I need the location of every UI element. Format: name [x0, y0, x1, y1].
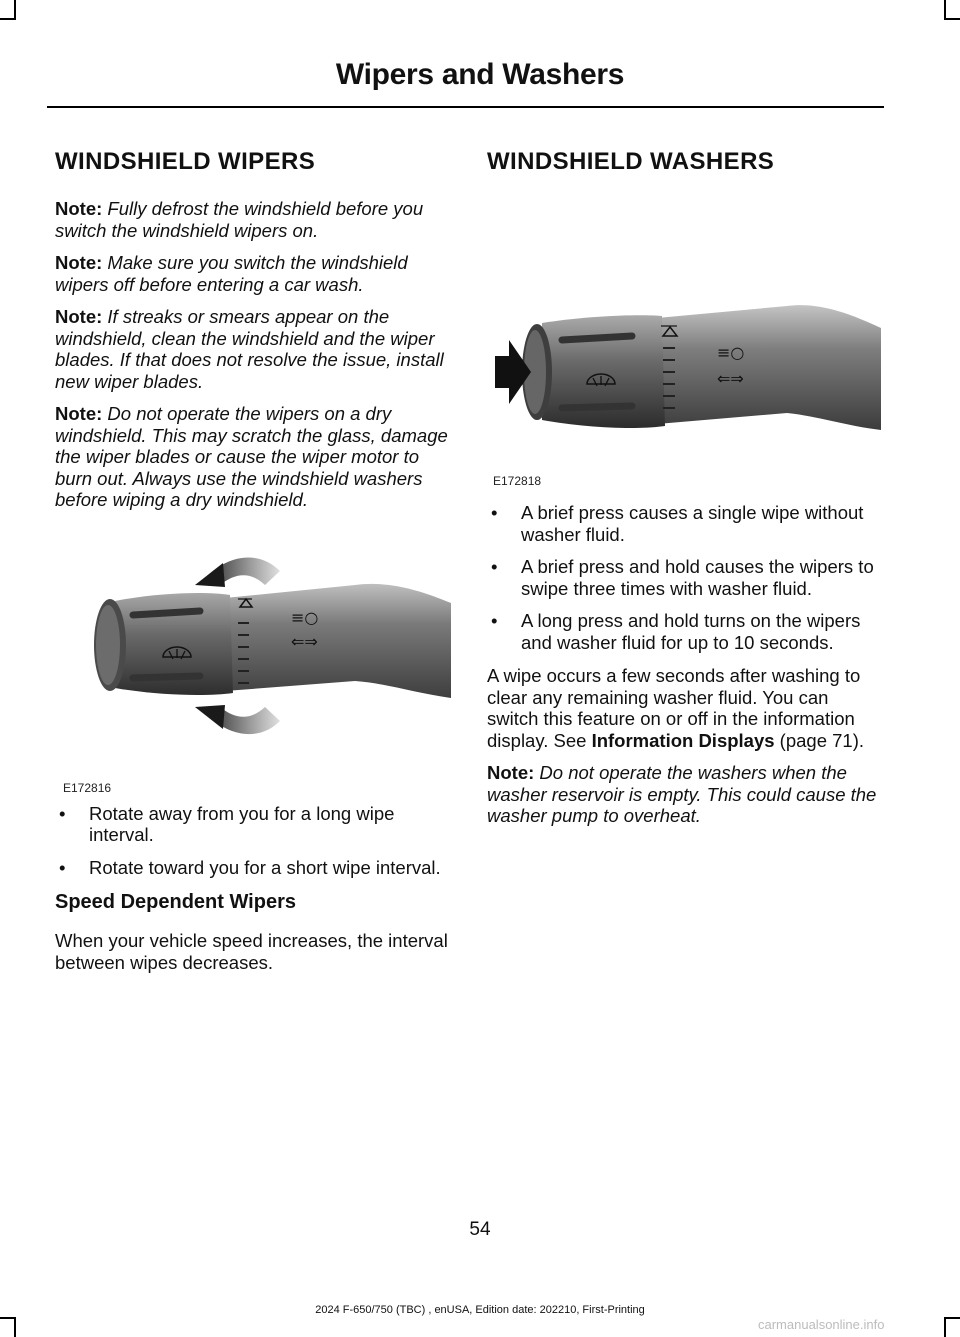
paragraph — [487, 665, 881, 751]
list-item-text: Rotate toward you for a short wipe interval. — [89, 856, 441, 878]
crop-mark — [14, 1317, 16, 1337]
subheading-speed-dependent: Speed Dependent Wipers — [55, 891, 296, 913]
list-item — [55, 803, 451, 846]
bullet: • — [59, 802, 66, 824]
figure-id: E172818 — [493, 474, 542, 488]
section-heading-wipers: WINDSHIELD WIPERS — [55, 148, 316, 175]
note — [55, 306, 451, 392]
note-label: Note: — [55, 306, 103, 327]
list-item-text: Rotate away from you for a long wipe interval. — [89, 802, 395, 845]
right-column — [487, 148, 881, 838]
svg-text:⇐⇒: ⇐⇒ — [291, 631, 318, 651]
crop-mark — [944, 0, 946, 20]
note-label: Note: — [55, 252, 103, 273]
wiper-stalk-rotate-illustration — [55, 523, 451, 793]
left-column — [55, 148, 451, 984]
note-label: Note: — [55, 403, 103, 424]
bullet: • — [491, 556, 498, 577]
svg-text:≡○: ≡○ — [717, 343, 745, 362]
list-item — [487, 610, 881, 653]
bullet: • — [491, 610, 498, 631]
svg-text:≡○: ≡○ — [291, 607, 319, 627]
list-item-text: A brief press causes a single wipe without washer fluid. — [521, 502, 864, 545]
note-label: Note: — [55, 198, 103, 219]
note-text: Do not operate the wipers on a dry windshield. This may scratch the glass, damage the wiper blades or cause the wiper motor to burn out. Always use the windshield washers before wiping a dry windshield. — [55, 403, 448, 510]
note — [55, 198, 451, 241]
bullet: • — [59, 856, 66, 878]
note-text: Make sure you switch the windshield wipers off before entering a car wash. — [55, 252, 408, 295]
crop-mark — [944, 1317, 960, 1319]
bullet: • — [491, 502, 498, 523]
list-item — [487, 556, 881, 599]
paragraph-text: A wipe occurs a few seconds after washing to clear any remaining washer fluid. You can switch this feature on or off in the information display. See — [487, 665, 861, 751]
header-rule — [47, 106, 884, 108]
svg-text:⇐⇒: ⇐⇒ — [717, 369, 744, 388]
watermark: carmanualsonline.info — [758, 1317, 885, 1332]
figure-id: E172816 — [63, 780, 112, 795]
note-label: Note: — [487, 762, 535, 783]
note — [55, 252, 451, 295]
crop-mark — [0, 18, 16, 20]
note-text: Fully defrost the windshield before you switch the windshield wipers on. — [55, 198, 424, 241]
list-item-text: A brief press and hold causes the wipers to swipe three times with washer fluid. — [521, 556, 874, 599]
paragraph: When your vehicle speed increases, the interval between wipes decreases. — [55, 930, 448, 973]
wiper-interval-list — [55, 803, 451, 879]
washer-stalk-press-drawing — [487, 198, 881, 468]
section-heading-washers: WINDSHIELD WASHERS — [487, 148, 775, 175]
cross-reference-link[interactable]: Information Displays — [591, 729, 775, 751]
note-text: Do not operate the washers when the washer reservoir is empty. This could cause the washer pump to overheat. — [487, 762, 877, 826]
crop-mark — [944, 18, 960, 20]
page-header-title: Wipers and Washers — [335, 58, 625, 91]
washer-stalk-press-illustration — [487, 198, 881, 488]
page-reference: (page 71). — [774, 729, 865, 751]
footer-edition-info: 2024 F-650/750 (TBC) , enUSA, Edition date: 202210, First-Printing — [315, 1304, 645, 1316]
crop-mark — [944, 1317, 946, 1337]
crop-mark — [14, 0, 16, 20]
list-item — [55, 857, 451, 879]
note-text: If streaks or smears appear on the windshield, clean the windshield and the wiper blades. If that does not resolve the issue, install new wiper blades. — [55, 306, 444, 392]
page-number: 54 — [469, 1219, 491, 1240]
list-item-text: A long press and hold turns on the wipers and washer fluid for up to 10 seconds. — [521, 610, 861, 653]
list-item — [487, 502, 881, 545]
note — [487, 762, 881, 827]
note — [55, 403, 451, 511]
washer-press-list — [487, 502, 881, 653]
wiper-stalk-rotate-drawing — [55, 523, 451, 773]
crop-mark — [0, 1317, 16, 1319]
